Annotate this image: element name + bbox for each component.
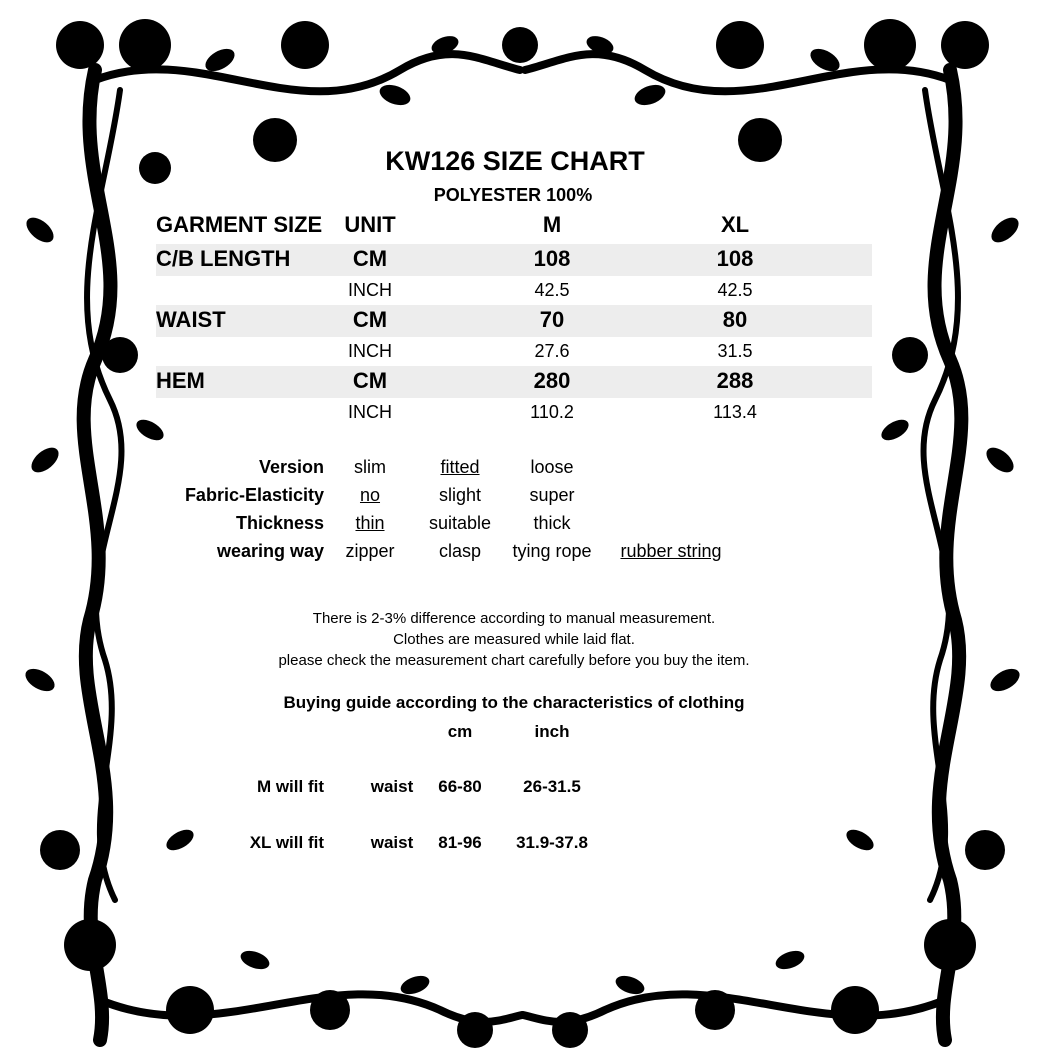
header-unit: UNIT	[344, 212, 396, 237]
row-unit: CM	[352, 246, 388, 271]
guide-part: waist	[370, 777, 414, 796]
page-title: KW126 SIZE CHART	[385, 146, 645, 176]
cell-m: 110.2	[530, 402, 574, 422]
note-line: There is 2-3% difference according to manual measurement.	[312, 610, 716, 627]
header-size-xl: XL	[720, 212, 750, 237]
row-unit: CM	[352, 307, 388, 332]
property-label-fabric-elasticity: Fabric-Elasticity	[184, 485, 324, 505]
row-label-hem: HEM	[156, 368, 205, 393]
cell-m: 70	[539, 307, 565, 332]
guide-part: waist	[370, 833, 414, 852]
property-label-version: Version	[258, 457, 324, 477]
header-garment-size: GARMENT SIZE	[156, 212, 323, 237]
row-unit: INCH	[348, 341, 392, 361]
guide-cm-range: 66-80	[438, 777, 482, 796]
guide-col-cm: cm	[447, 722, 473, 741]
guide-cm-range: 81-96	[438, 833, 482, 852]
option-slim: slim	[354, 457, 386, 477]
guide-inch-range: 26-31.5	[523, 777, 581, 796]
option-fitted-selected: fitted	[440, 457, 480, 477]
cell-xl: 31.5	[717, 341, 753, 361]
cell-m: 42.5	[534, 280, 570, 300]
row-unit: CM	[352, 368, 388, 393]
cell-xl: 42.5	[717, 280, 753, 300]
note-line: please check the measurement chart carefully before you buy the item.	[278, 652, 750, 669]
option-tying-rope: tying rope	[512, 541, 592, 561]
option-slight: slight	[438, 485, 482, 505]
material-subtitle: POLYESTER 100%	[433, 185, 593, 205]
option-suitable: suitable	[428, 513, 492, 533]
guide-inch-range: 31.9-37.8	[516, 833, 588, 852]
guide-size-m: M will fit	[256, 777, 324, 796]
guide-col-inch: inch	[534, 722, 570, 741]
row-label-waist: WAIST	[156, 307, 226, 332]
cell-m: 108	[533, 246, 571, 271]
note-line: Clothes are measured while laid flat.	[393, 631, 635, 648]
cell-xl: 108	[716, 246, 754, 271]
cell-xl: 113.4	[713, 402, 757, 422]
option-loose: loose	[530, 457, 574, 477]
cell-xl: 288	[716, 368, 754, 393]
option-thick: thick	[533, 513, 571, 533]
property-label-thickness: Thickness	[235, 513, 324, 533]
option-zipper: zipper	[345, 541, 395, 561]
guide-size-xl: XL will fit	[249, 833, 324, 852]
cell-m: 280	[533, 368, 571, 393]
header-size-m: M	[542, 212, 562, 237]
option-thin-selected: thin	[355, 513, 385, 533]
row-label-cb-length: C/B LENGTH	[156, 246, 291, 271]
row-unit: INCH	[348, 280, 392, 300]
buying-guide-title: Buying guide according to the characteristics of clothing	[283, 693, 745, 712]
cell-xl: 80	[722, 307, 748, 332]
option-no-selected: no	[359, 485, 381, 505]
property-label-wearing-way: wearing way	[216, 541, 324, 561]
option-rubber-string-selected: rubber string	[620, 541, 722, 561]
option-super: super	[529, 485, 575, 505]
cell-m: 27.6	[534, 341, 570, 361]
row-unit: INCH	[348, 402, 392, 422]
option-clasp: clasp	[438, 541, 482, 561]
